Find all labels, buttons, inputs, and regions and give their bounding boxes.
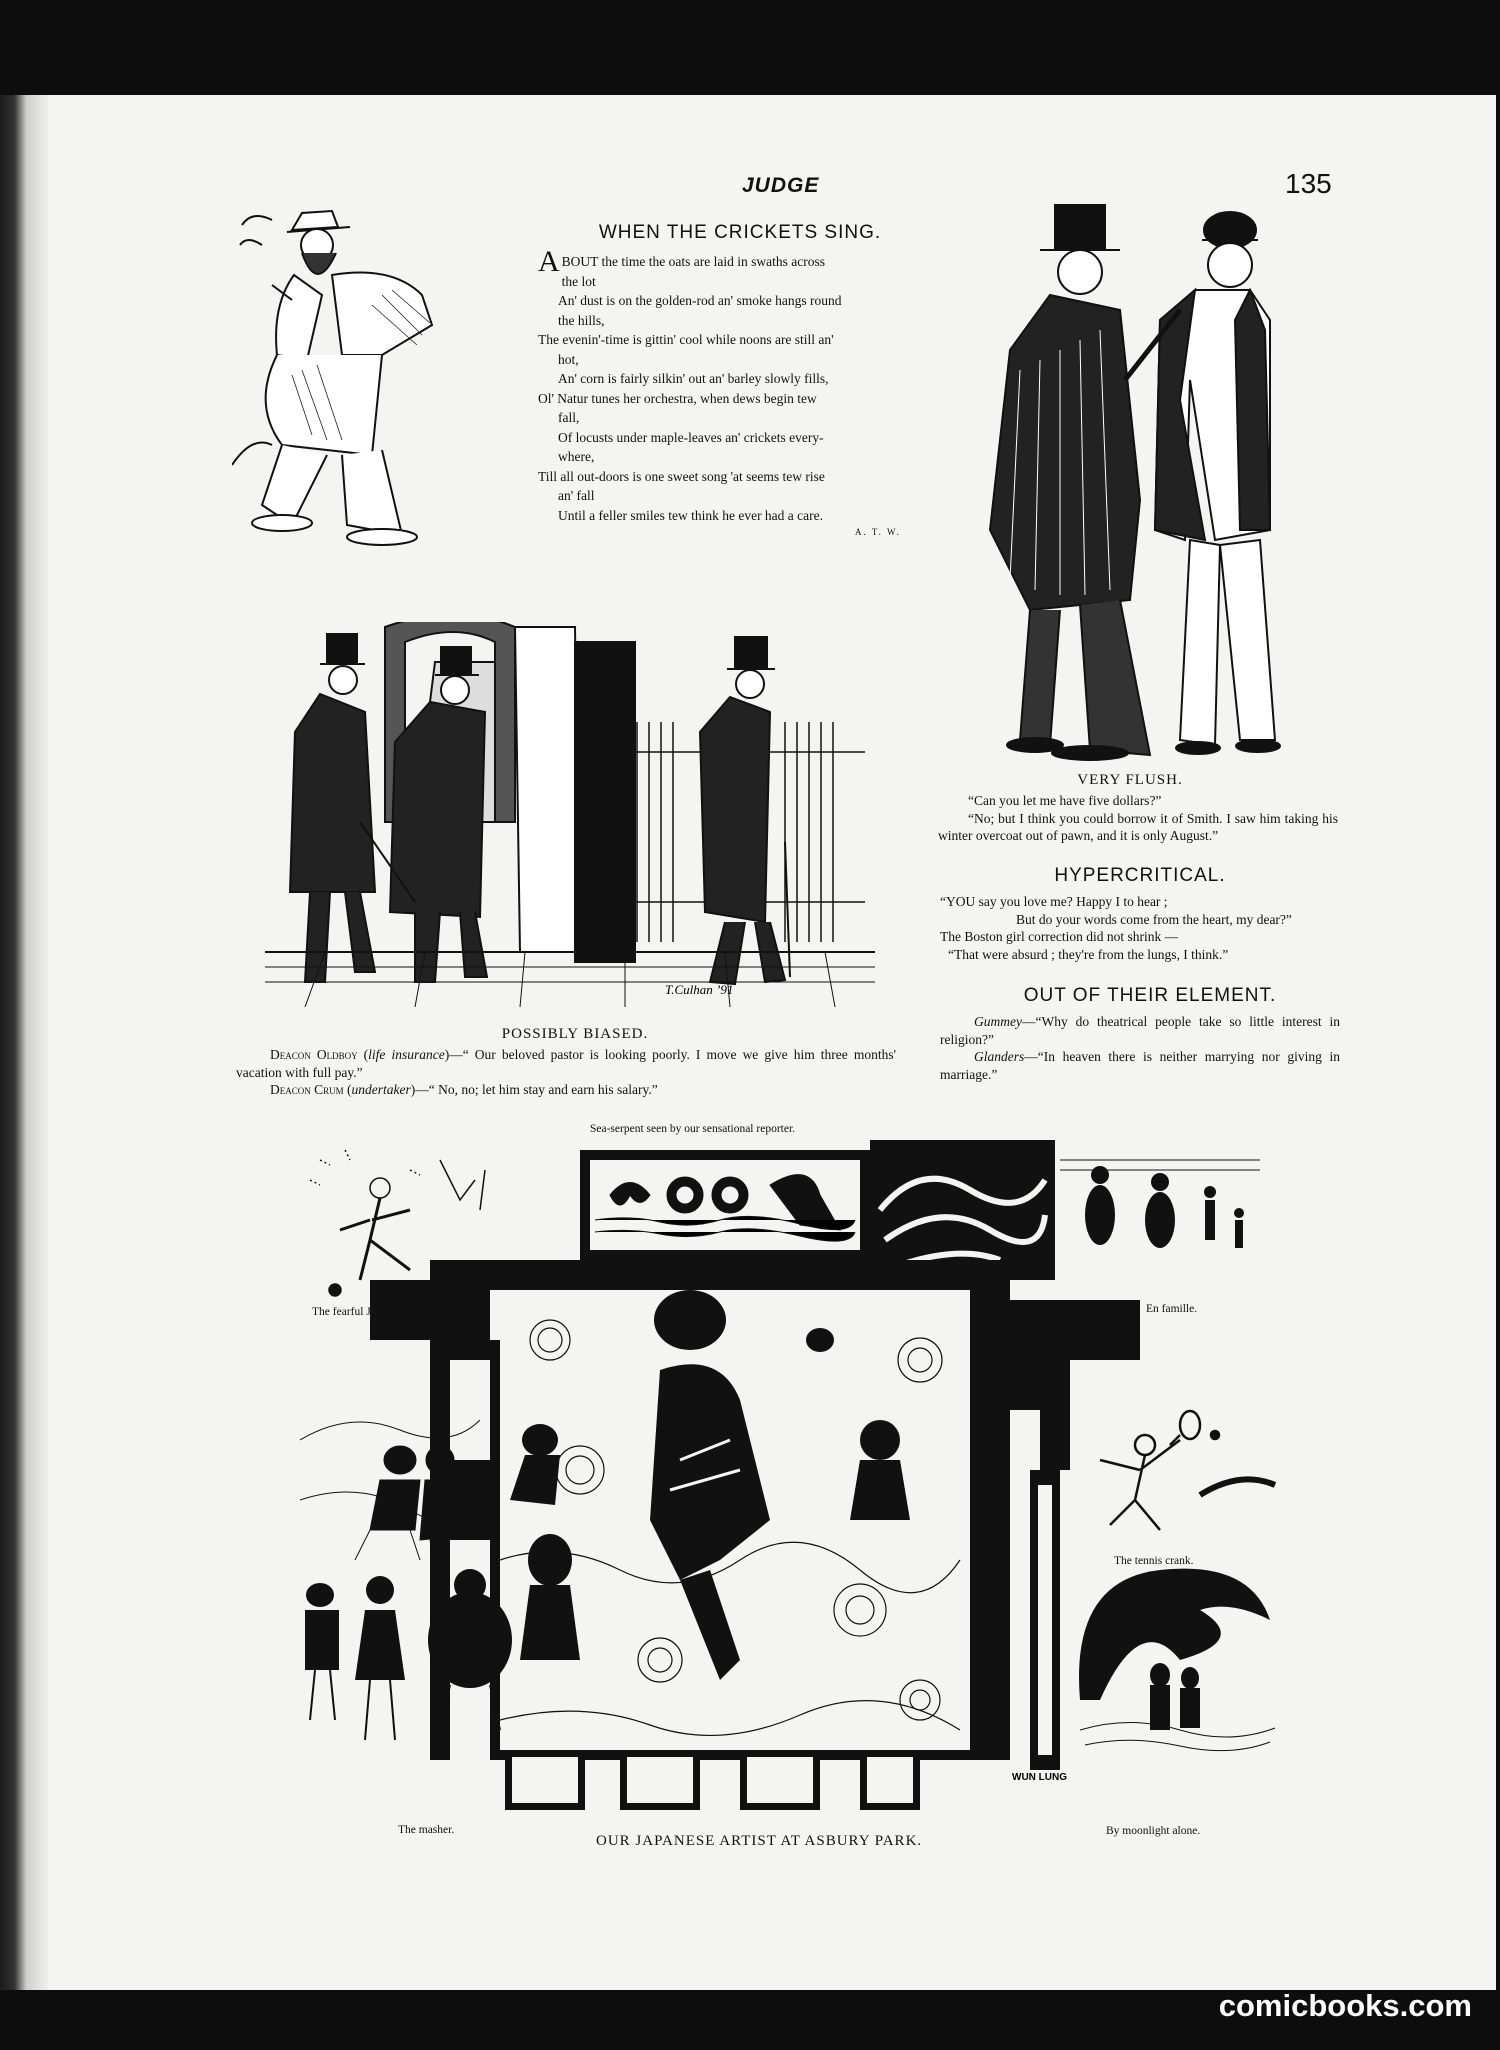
poem-line: an' fall <box>558 488 595 503</box>
poem-line: the lot <box>561 273 596 289</box>
moonlight-caption: By moonlight alone. <box>1106 1825 1201 1837</box>
hypercritical-title: HYPERCRITICAL. <box>1054 865 1226 886</box>
poem-line: the hills, <box>558 312 605 328</box>
collage-artist-signature: WUN LUNG <box>1012 1772 1067 1783</box>
possibly-biased-line1: Deacon Oldboy (life insurance)—“ Our beloved pastor is looking poorly. I move we give him three months' vacation with full pay.” <box>236 1047 897 1080</box>
book-spine-shadow <box>0 95 48 1990</box>
page-number: 135 <box>1285 168 1332 199</box>
hypercritical-line: “YOU say you love me? Happy I to hear ; <box>940 894 1168 909</box>
poem-line: where, <box>558 449 595 464</box>
poem-line: Till all out-doors is one sweet song 'at seems tew rise <box>538 468 825 484</box>
poem-line: fall, <box>558 410 580 425</box>
poem-line: Ol' Natur tunes her orchestra, when dews begin tew <box>538 390 817 406</box>
hypercritical-line: The Boston girl correction did not shrink — <box>940 929 1179 944</box>
site-watermark: comicbooks.com <box>1218 1988 1472 2023</box>
hypercritical-text <box>940 893 1340 963</box>
very-flush-title: VERY FLUSH. <box>1077 772 1183 788</box>
asbury-park-collage <box>300 1140 1280 1830</box>
poem-line: An' dust is on the golden-rod an' smoke hangs round <box>558 293 842 308</box>
very-flush-text <box>938 792 1338 845</box>
famille-caption: En famille. <box>1146 1303 1198 1315</box>
poem-line: The evenin'-time is gittin' cool while noons are still an' <box>538 332 834 347</box>
deacons-illustration <box>265 622 875 1007</box>
poem-line: BOUT the time the oats are laid in swaths across <box>561 254 825 269</box>
very-flush-line2: “No; but I think you could borrow it of Smith. I saw him taking his winter overcoat out of pawn, and it is only August.” <box>938 810 1338 843</box>
hypercritical-line: “That were absurd ; they're from the lungs, I think.” <box>948 946 1229 962</box>
deacons-artist-signature: T.Culhan ’91 <box>665 982 734 997</box>
hypercritical-line: But do your words come from the heart, my dear?” <box>1016 911 1292 927</box>
poem-body <box>538 245 918 525</box>
poem-line: Until a feller smiles tew think he ever had a care. <box>558 507 824 523</box>
out-of-element-line1: Gummey—“Why do theatrical people take so little interest in religion?” <box>940 1014 1340 1047</box>
possibly-biased-line2: Deacon Crum (undertaker)—“ No, no; let him stay and earn his salary.” <box>270 1082 658 1097</box>
out-of-element-title: OUT OF THEIR ELEMENT. <box>1023 985 1277 1006</box>
possibly-biased-title: POSSIBLY BIASED. <box>501 1026 649 1042</box>
two-gentlemen-illustration <box>940 200 1330 770</box>
poem-line: hot, <box>558 351 579 367</box>
out-of-element-text <box>940 1013 1340 1083</box>
masher-caption: The masher. <box>398 1824 455 1836</box>
sea-serpent-caption: Sea-serpent seen by our sensational reporter. <box>590 1123 796 1135</box>
farmer-illustration <box>232 205 502 550</box>
poem-dropcap: A <box>538 245 560 278</box>
poem-line: An' corn is fairly silkin' out an' barley slowly fills, <box>558 371 829 386</box>
poem-title: WHEN THE CRICKETS SING. <box>598 222 882 243</box>
asbury-main-caption: OUR JAPANESE ARTIST AT ASBURY PARK. <box>596 1833 923 1849</box>
out-of-element-line2: Glanders—“In heaven there is neither marrying nor giving in marriage.” <box>940 1049 1340 1082</box>
magazine-title: JUDGE <box>742 174 820 197</box>
skeeter-caption: The fearful Jersey skeeter. <box>312 1306 433 1318</box>
possibly-biased-text <box>236 1046 896 1099</box>
very-flush-line1: “Can you let me have five dollars?” <box>968 793 1162 808</box>
caught-caption: Caught! <box>446 1515 484 1527</box>
poem-signature: A. T. W. <box>855 527 901 537</box>
tennis-caption: The tennis crank. <box>1114 1555 1194 1567</box>
poem-line: Of locusts under maple-leaves an' crickets every- <box>558 429 824 445</box>
